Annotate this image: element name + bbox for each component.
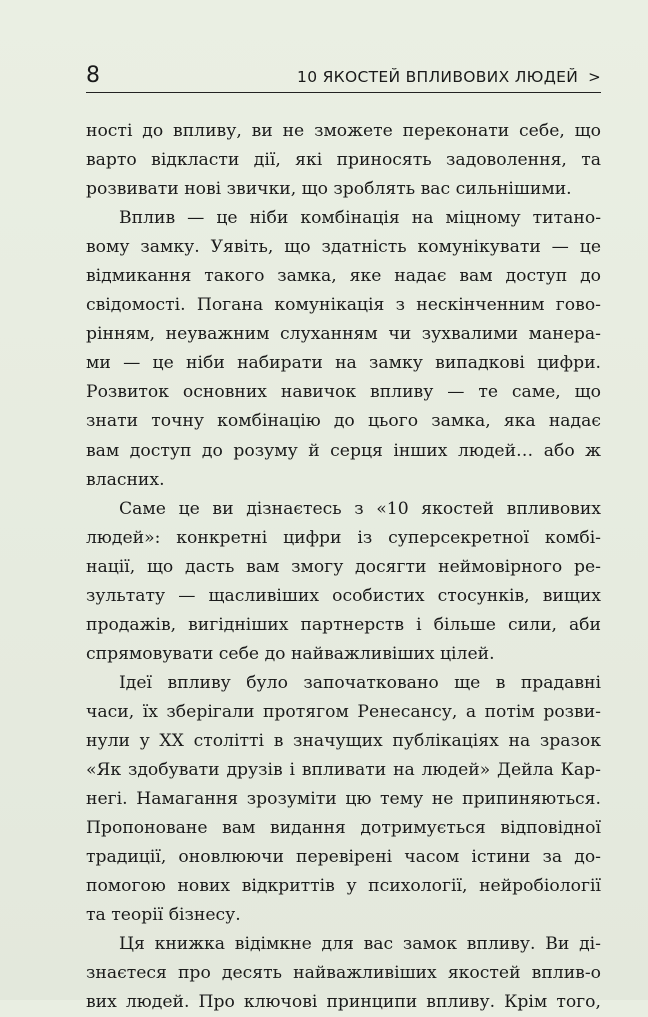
- text-line: та теорії бізнесу.: [86, 905, 241, 926]
- running-header: [86, 62, 601, 93]
- text-line: ності до впливу, ви не зможете переконати себе, що: [86, 121, 601, 141]
- paragraph-2: [86, 204, 601, 494]
- text-line: продажів, вигідніших партнерств і більше сили, аби: [86, 614, 601, 635]
- next-arrow-icon: >: [588, 68, 601, 86]
- text-line: Ідеї впливу було започатковано ще в прадавні: [119, 672, 601, 693]
- paragraph-5: [86, 930, 601, 1017]
- text-line: ми — це ніби набирати на замку випадкові цифри.: [86, 353, 601, 374]
- text-line: відмикання такого замка, яке надає вам доступ до: [86, 266, 601, 287]
- text-line: нації, що дасть вам змогу досягти неймовірного ре-: [86, 556, 601, 577]
- chapter-title-text: 10 ЯКОСТЕЙ ВПЛИВОВИХ ЛЮДЕЙ: [297, 68, 579, 86]
- paragraph-4: [86, 669, 601, 930]
- text-line: негі. Намагання зрозуміти цю тему не припиняються.: [86, 789, 601, 810]
- text-line: спрямовувати себе до найважливіших цілей.: [86, 643, 495, 664]
- text-line: власних.: [86, 469, 165, 490]
- text-line: знаєтеся про десять найважливіших якостей вплив-о: [86, 963, 601, 984]
- text-line: «Як здобувати друзів і впливати на людей» Дейла Кар-: [86, 760, 601, 781]
- text-line: Ця книжка відімкне для вас замок впливу. Ви ді-: [119, 934, 601, 955]
- text-line: зультату — щасливіших особистих стосунків, вищих: [86, 585, 601, 606]
- text-line: помогою нових відкриттів у психології, нейробіології: [86, 876, 601, 897]
- text-line: рінням, неуважним слуханням чи зухвалими манера-: [86, 324, 601, 345]
- text-line: вому замку. Уявіть, що здатність комунікувати — це: [86, 237, 601, 258]
- text-line: нули у XX столітті в значущих публікаціях на зразок: [86, 730, 601, 751]
- page-number: 8: [86, 63, 100, 88]
- text-line: вих людей. Про ключові принципи впливу. Крім того,: [86, 992, 601, 1013]
- text-line: Пропоноване вам видання дотримується відповідної: [86, 818, 601, 839]
- text-line: свідомості. Погана комунікація з нескінченним гово-: [86, 295, 601, 316]
- text-line: Вплив — це ніби комбінація на міцному титано-: [119, 208, 601, 229]
- chapter-title: [297, 66, 601, 88]
- paragraph-1: [86, 117, 601, 204]
- text-line: людей»: конкретні цифри із суперсекретної комбі-: [86, 527, 601, 548]
- text-line: традиції, оновлюючи перевірені часом істини за до-: [86, 847, 601, 868]
- text-line: часи, їх зберігали протягом Ренесансу, а потім розви-: [86, 701, 601, 722]
- text-line: варто відкласти дії, які приносять задоволення, та: [86, 150, 601, 171]
- text-line: розвивати нові звички, що зроблять вас сильнішими.: [86, 179, 572, 200]
- text-line: Саме це ви дізнаєтесь з «10 якостей впливових: [119, 498, 601, 519]
- text-line: Розвиток основних навичок впливу — те саме, що: [86, 382, 601, 403]
- body-text: [86, 117, 601, 1017]
- text-line: знати точну комбінацію до цього замка, яка надає: [86, 411, 601, 432]
- text-line: вам доступ до розуму й серця інших людей… або ж: [86, 440, 601, 461]
- paragraph-3: [86, 495, 601, 669]
